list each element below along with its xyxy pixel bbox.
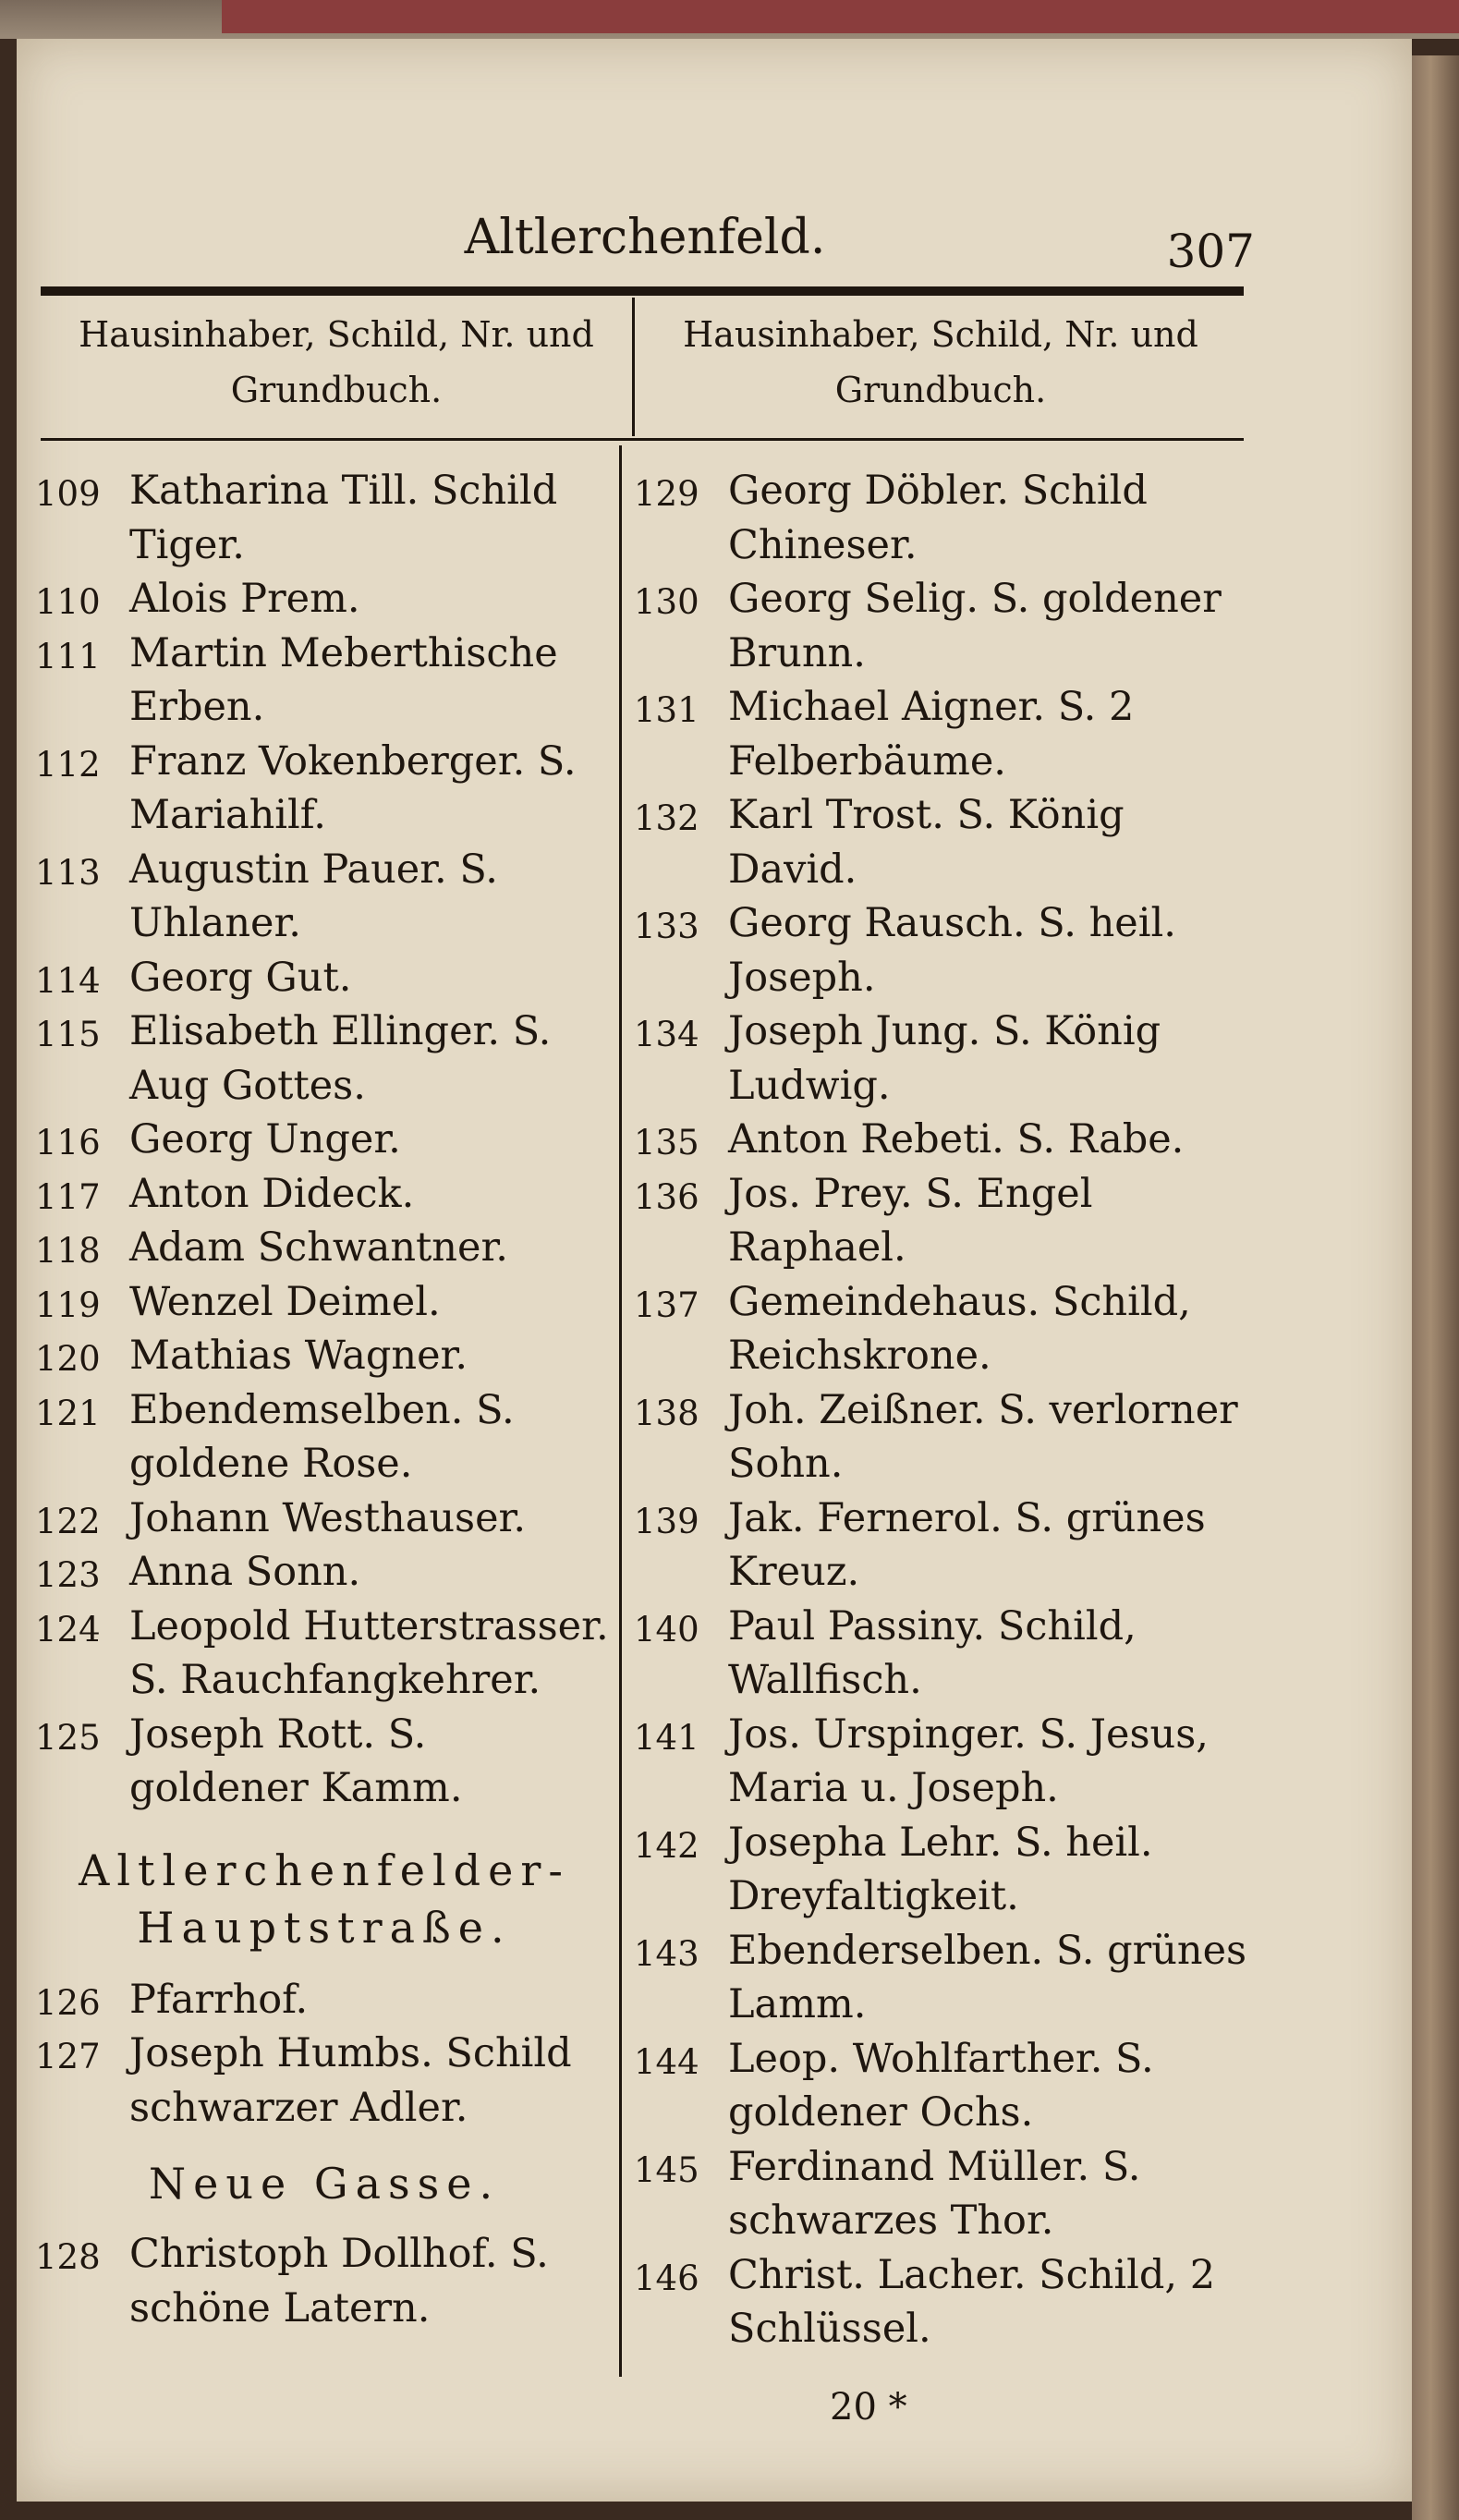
- running-head: [17, 173, 1412, 278]
- entry-list-c: [35, 2227, 614, 2335]
- book-page: [17, 39, 1412, 2502]
- list-item: [634, 1113, 1249, 1167]
- header-divider: [632, 298, 635, 436]
- page-number: 307: [1166, 225, 1255, 278]
- house-number: 141: [634, 1717, 699, 1758]
- list-item: [35, 1973, 614, 2027]
- entry-list-right: [634, 464, 1249, 2356]
- left-column: [35, 464, 614, 2335]
- house-number: 143: [634, 1933, 699, 1974]
- entry-text: Martin Meberthische Erben.: [129, 629, 558, 730]
- entry-text: Johann Westhauser.: [129, 1494, 527, 1541]
- house-number: 116: [35, 1123, 101, 1163]
- entry-text: Gemeindehaus. Schild, Reichskrone.: [728, 1278, 1191, 1379]
- entry-text: Paul Passiny. Schild, Wallfisch.: [728, 1602, 1137, 1703]
- house-number: 146: [634, 2258, 699, 2298]
- book-fore-edge: [1412, 55, 1459, 2520]
- house-number: 119: [35, 1284, 101, 1325]
- house-number: 133: [634, 907, 699, 946]
- entry-text: Augustin Pauer. S. Uhlaner.: [129, 846, 498, 946]
- list-item: [35, 1329, 614, 1383]
- list-item: [35, 1491, 614, 1546]
- list-item: [35, 1167, 614, 1222]
- house-number: 134: [634, 1015, 699, 1054]
- entry-text: Pfarrhof.: [129, 1976, 309, 2023]
- house-number: 127: [35, 2037, 101, 2076]
- house-number: 113: [35, 852, 101, 893]
- entry-text: Christ. Lacher. Schild, 2 Schlüssel.: [728, 2251, 1216, 2352]
- entry-text: Adam Schwantner.: [129, 1224, 508, 1271]
- entry-text: Ferdinand Müller. S. schwarzes Thor.: [728, 2143, 1141, 2244]
- house-number: 142: [634, 1825, 699, 1866]
- house-number: 144: [634, 2041, 699, 2082]
- entry-list-b: [35, 1973, 614, 2136]
- house-number: 110: [35, 582, 101, 622]
- entry-text: Joseph Jung. S. König Ludwig.: [728, 1008, 1161, 1109]
- house-number: 121: [35, 1393, 101, 1433]
- list-item: [634, 2140, 1249, 2248]
- section-heading-hauptstrasse: Altlerchenfelder-Hauptstraße.: [79, 1844, 570, 1953]
- list-item: [634, 1708, 1249, 1816]
- entry-text: Anton Dideck.: [129, 1170, 415, 1217]
- entry-text: Jos. Prey. S. Engel Raphael.: [728, 1170, 1093, 1271]
- left-column-header: Hausinhaber, Schild, Nr. und Grundbuch.: [79, 314, 594, 410]
- entry-text: Michael Aigner. S. 2 Felberbäume.: [728, 684, 1135, 785]
- entry-text: Karl Trost. S. König David.: [728, 792, 1125, 893]
- house-number: 122: [35, 1501, 101, 1541]
- house-number: 117: [35, 1176, 101, 1217]
- list-item: [35, 1221, 614, 1275]
- list-item: [35, 1708, 614, 1816]
- list-item: [35, 464, 614, 572]
- entry-text: Anton Rebeti. S. Rabe.: [728, 1116, 1185, 1163]
- entry-text: Georg Unger.: [129, 1116, 401, 1163]
- house-number: 125: [35, 1717, 101, 1758]
- list-item: [35, 843, 614, 951]
- list-item: [35, 951, 614, 1005]
- entry-text: Josepha Lehr. S. heil. Dreyfaltigkeit.: [728, 1819, 1153, 1919]
- list-item: [35, 1545, 614, 1600]
- list-item: [35, 1383, 614, 1491]
- list-item: [35, 2227, 614, 2335]
- entry-text: Jak. Fernerol. S. grünes Kreuz.: [728, 1494, 1206, 1595]
- list-item: [634, 2032, 1249, 2140]
- list-item: [35, 735, 614, 843]
- house-number: 136: [634, 1176, 699, 1217]
- list-item: [35, 627, 614, 735]
- header-rule-bottom: [41, 438, 1244, 441]
- list-item: [634, 1600, 1249, 1708]
- house-number: 130: [634, 582, 699, 622]
- entry-text: Anna Sonn.: [129, 1549, 361, 1595]
- right-column-header: Hausinhaber, Schild, Nr. und Grundbuch.: [683, 314, 1198, 410]
- house-number: 139: [634, 1501, 699, 1541]
- signature-mark: 20 *: [830, 2386, 907, 2429]
- column-divider: [619, 445, 622, 2377]
- house-number: 123: [35, 1555, 101, 1595]
- entry-text: Joseph Humbs. Schild schwarzer Adler.: [129, 2030, 572, 2131]
- page-title: Altlerchenfeld.: [464, 210, 826, 265]
- house-number: 135: [634, 1123, 699, 1163]
- entry-text: Ebendemselben. S. goldene Rose.: [129, 1386, 515, 1487]
- house-number: 145: [634, 2149, 699, 2190]
- list-item: [634, 896, 1249, 1004]
- house-number: 131: [634, 690, 699, 730]
- house-number: 114: [35, 960, 101, 1001]
- house-number: 115: [35, 1015, 101, 1054]
- house-number: 128: [35, 2237, 101, 2277]
- list-item: [634, 1816, 1249, 1924]
- house-number: 109: [35, 474, 101, 514]
- list-item: [634, 572, 1249, 680]
- entry-text: Elisabeth Ellinger. S. Aug Gottes.: [129, 1008, 552, 1109]
- list-item: [634, 2248, 1249, 2356]
- list-item: [634, 1167, 1249, 1275]
- house-number: 112: [35, 744, 101, 785]
- entry-text: Jos. Urspinger. S. Jesus, Maria u. Joseph.: [728, 1710, 1209, 1811]
- house-number: 126: [35, 1982, 101, 2023]
- right-column: [634, 464, 1249, 2356]
- list-item: [35, 1004, 614, 1113]
- entry-text: Katharina Till. Schild Tiger.: [129, 468, 558, 568]
- list-item: [634, 1275, 1249, 1383]
- entry-list-a: [35, 464, 614, 1816]
- entry-text: Joseph Rott. S. goldener Kamm.: [129, 1710, 463, 1811]
- list-item: [634, 1383, 1249, 1491]
- house-number: 118: [35, 1231, 101, 1271]
- list-item: [634, 1491, 1249, 1600]
- entry-text: Franz Vokenberger. S. Mariahilf.: [129, 737, 577, 838]
- list-item: [634, 1004, 1249, 1113]
- list-item: [35, 572, 614, 627]
- entry-text: Georg Gut.: [129, 954, 352, 1001]
- entry-text: Leop. Wohlfarther. S. goldener Ochs.: [728, 2035, 1154, 2136]
- book-top-edge: [0, 0, 1459, 39]
- house-number: 124: [35, 1609, 101, 1650]
- list-item: [634, 1924, 1249, 2032]
- list-item: [634, 788, 1249, 896]
- list-item: [35, 1275, 614, 1330]
- house-number: 138: [634, 1393, 699, 1433]
- entry-text: Joh. Zeißner. S. verlorner Sohn.: [728, 1386, 1238, 1487]
- list-item: [634, 464, 1249, 572]
- entry-text: Alois Prem.: [129, 576, 360, 622]
- list-item: [634, 680, 1249, 788]
- entry-text: Wenzel Deimel.: [129, 1278, 441, 1325]
- entry-text: Ebenderselben. S. grünes Lamm.: [728, 1927, 1247, 2027]
- house-number: 140: [634, 1609, 699, 1650]
- section-heading-neue-gasse: Neue Gasse.: [148, 2159, 501, 2209]
- entry-text: Georg Rausch. S. heil. Joseph.: [728, 900, 1176, 1001]
- list-item: [35, 1113, 614, 1167]
- house-number: 120: [35, 1339, 101, 1379]
- entry-text: Leopold Hutterstrasser. S. Rauchfangkehrer.: [129, 1602, 609, 1703]
- entry-text: Mathias Wagner.: [129, 1333, 468, 1379]
- header-rule-top: [41, 286, 1244, 296]
- house-number: 111: [35, 636, 101, 676]
- house-number: 137: [634, 1284, 699, 1325]
- house-number: 132: [634, 798, 699, 838]
- entry-text: Georg Selig. S. goldener Brunn.: [728, 576, 1222, 676]
- entry-text: Georg Döbler. Schild Chineser.: [728, 468, 1148, 568]
- list-item: [35, 2027, 614, 2135]
- entry-text: Christoph Dollhof. S. schöne Latern.: [129, 2231, 549, 2331]
- list-item: [35, 1600, 614, 1708]
- red-cover-edge: [222, 0, 1459, 33]
- house-number: 129: [634, 474, 699, 514]
